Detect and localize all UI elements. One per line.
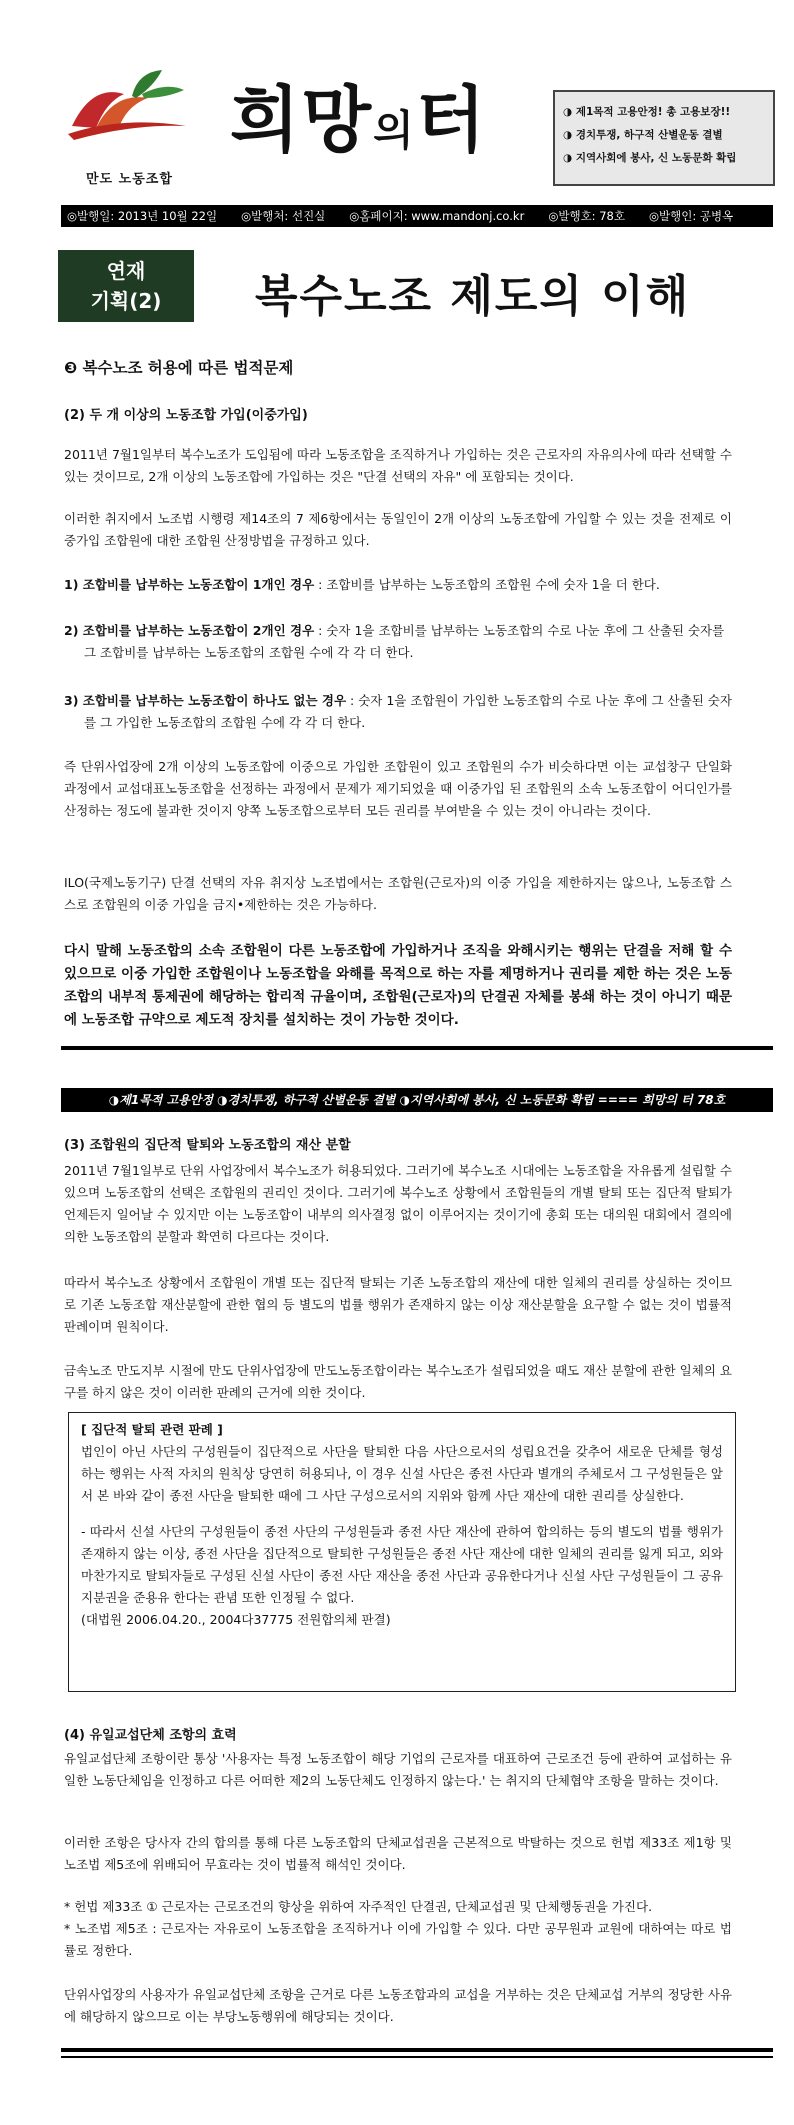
subsection-heading: (3) 조합원의 집단적 탈퇴와 노동조합의 재산 분할: [64, 1138, 351, 1153]
issue-number: ◎발행호: 78호: [548, 209, 625, 223]
slogan-item: ◑ 경치투쟁, 하구적 산별운동 결별: [563, 129, 723, 141]
slogan-band: ◑제1목적 고용안정 ◑경치투쟁, 하구적 산별운동 결별 ◑지역사회에 봉사, 신 노동문화 확립 ==== 희망의 터 78호: [61, 1088, 773, 1112]
emphasis-paragraph: 다시 말해 노동조합의 소속 조합원이 다른 노동조합에 가입하거나 조직을 와해시키는 행위는 단결을 저해 할 수 있으므로 이중 가입한 조합원이나 노동조합을 와해를 목적으로 하는 자를 제명하거나 권리를 제한 하는 것은 노동조합의 내부적 통제권에 해당하는 합리적 규율이며, 조합원(근로자)의 단결권 자체를 봉쇄 하는 것이 아니기 때문에 노동조합 규약으로 제도적 장치를 설치하는 것이 가능한 것이다.: [64, 943, 732, 1028]
case-law-heading: [ 집단적 탈퇴 관련 판례 ]: [81, 1422, 223, 1437]
homepage-link[interactable]: ◎홈페이지: www.mandonj.co.kr: [349, 209, 525, 223]
paragraph: ILO(국제노동기구) 단결 선택의 자유 취지상 노조법에서는 조합원(근로자)의 이중 가입을 제한하지는 않으나, 노동조합 스스로 조합원의 이중 가입을 금지•제한하는 것은 가능하다.: [64, 875, 732, 912]
paragraph: 단위사업장의 사용자가 유일교섭단체 조항을 근거로 다른 노동조합과의 교섭을 거부하는 것은 단체교섭 거부의 정당한 사유에 해당하지 않으므로 이는 부당노동행위에 해당되는 것이다.: [64, 1987, 732, 2024]
case-law-citation: (대법원 2006.04.20., 2004다37775 전원합의체 판결): [81, 1612, 391, 1627]
union-logo: [62, 64, 192, 144]
paragraph: 금속노조 만도지부 시절에 만도 단위사업장에 만도노동조합이라는 복수노조가 설립되었을 때도 재산 분할에 관한 일체의 요구를 하지 않은 것이 이러한 판례의 근거에 의한 것이다.: [64, 1363, 732, 1400]
slogan-box: [553, 90, 775, 186]
case-law-text: - 따라서 신설 사단의 구성원들이 종전 사단의 구성원들과 종전 사단 재산에 관하여 합의하는 등의 별도의 법률 행위가 존재하지 않는 이상, 종전 사단을 집단적으로 탈퇴한 구성원들은 종전 사단 재산에 대한 일체의 권리를 잃게 되고, 외와 마찬가지로 탈퇴자들로 구성된 신설 사단이 종전 사단 재산을 종전 사단과 공유한다거나 신설 사단 구성원들이 그 공유지분권을 준용유 한다는 관념 또한 인정될 수 없다.: [81, 1524, 723, 1605]
publish-date: ◎발행일: 2013년 10월 22일: [67, 209, 218, 223]
case-law-box: [68, 1412, 736, 1692]
paragraph: 이러한 취지에서 노조법 시행령 제14조의 7 제6항에서는 동일인이 2개 이상의 노동조합에 가입할 수 있는 것을 전제로 이중가입 조합원에 대한 조합원 산정방법을 규정하고 있다.: [64, 511, 732, 548]
series-label: 연재 기획(2): [58, 250, 194, 322]
paragraph: 2011년 7월1일부로 단위 사업장에서 복수노조가 허용되었다. 그러기에 복수노조 시대에는 노동조합을 자유롭게 설립할 수 있으며 노동조합의 선택은 조합원의 권리인 것이다. 그러기에 복수노조 상황에서 조합원들의 개별 탈퇴 또는 집단적 탈퇴가 언제든지 일어날 수 있지만 이는 노동조합이 내부의 의사결정 없이 이루어지는 것이기에 총회 또는 대의원 대회에서 결의에 의한 노동조합의 분할과 확연히 다르다는 것이다.: [64, 1163, 732, 1244]
divider: [61, 1046, 773, 1050]
publication-info-bar: [61, 205, 773, 227]
case-law-text: 법인이 아닌 사단의 구성원들이 집단적으로 사단을 탈퇴한 다음 사단으로서의 성립요건을 갖추어 새로운 단체를 형성하는 행위는 사적 자치의 원칙상 당연히 허용되나, 이 경우 신설 사단은 종전 사단과 별개의 주체로서 그 구성원들은 앞서 본 바와 같이 종전 사단을 탈퇴한 때에 그 사단 구성으로서의 지위와 함께 사단 재산에 대한 권리를 상실한다.: [81, 1444, 723, 1503]
footnote: * 노조법 제5조 : 근로자는 자유로이 노동조합을 조직하거나 이에 가입할 수 있다. 다만 공무원과 교원에 대하여는 따로 법률로 정한다.: [64, 1921, 732, 1958]
slogan-item: ◑ 제1목적 고용안정! 총 고용보장!!: [563, 106, 731, 118]
series-title: 복수노조 제도의 이해: [255, 271, 691, 322]
newsletter-title: 희망의터: [230, 77, 488, 162]
section-heading: ❸ 복수노조 허용에 따른 법적문제: [64, 359, 294, 377]
subsection-heading: (2) 두 개 이상의 노동조합 가입(이중가입): [64, 408, 308, 423]
publisher: ◎발행처: 선진실: [241, 209, 326, 223]
paragraph: 이러한 조항은 당사자 간의 합의를 통해 다른 노동조합의 단체교섭권을 근본적으로 박탈하는 것으로 헌법 제33조 제1항 및 노조법 제5조에 위배되어 무효라는 것이 법률적 해석인 것이다.: [64, 1835, 732, 1872]
paragraph: 유일교섭단체 조항이란 통상 '사용자는 특정 노동조합이 해당 기업의 근로자를 대표하여 근로조건 등에 관하여 교섭하는 유일한 노동단체임을 인정하고 다른 어떠한 제2의 노동단체도 인정하지 않는다.' 는 취지의 단체협약 조항을 말하는 것이다.: [64, 1751, 732, 1788]
divider: [61, 2048, 773, 2052]
paragraph: 즉 단위사업장에 2개 이상의 노동조합에 이중으로 가입한 조합원이 있고 조합원의 수가 비슷하다면 이는 교섭창구 단일화 과정에서 교섭대표노동조합을 선정하는 과정에서 문제가 제기되었을 때 이중가입 된 조합원의 소속 노동조합이 어디인가를 산정하는 정도에 불과한 것이지 양쪽 노동조합으로부터 모든 권리를 부여받을 수 있는 것이 아니라는 것이다.: [64, 759, 732, 818]
paragraph: 2011년 7월1일부터 복수노조가 도입됨에 따라 노동조합을 조직하거나 가입하는 것은 근로자의 자유의사에 따라 선택할 수 있는 것이므로, 2개 이상의 노동조합에 가입하는 것은 "단결 선택의 자유" 에 포함되는 것이다.: [64, 447, 732, 484]
numbered-item: 2) 조합비를 납부하는 노동조합이 2개인 경우 : 숫자 1을 조합비를 납부하는 노동조합의 수로 나눈 후에 그 산출된 숫자를 그 조합비를 납부하는 노동조합의 조합원 수에 각 각 더 한다.: [64, 623, 725, 660]
divider: [61, 2056, 773, 2058]
org-name: 만도 노동조합: [86, 172, 173, 187]
paragraph: 따라서 복수노조 상황에서 조합원이 개별 또는 집단적 탈퇴는 기존 노동조합의 재산에 대한 일체의 권리를 상실하는 것이므로 기존 노동조합 재산분할에 관한 협의 등 별도의 법률 행위가 존재하지 않는 이상 재산분할을 요구할 수 없는 것이 법률적 판례이며 원칙이다.: [64, 1275, 732, 1334]
issuer: ◎발행인: 공병옥: [648, 209, 734, 223]
slogan-item: ◑ 지역사회에 봉사, 신 노동문화 확립: [563, 152, 737, 164]
numbered-item: 1) 조합비를 납부하는 노동조합이 1개인 경우 : 조합비를 납부하는 노동조합의 조합원 수에 숫자 1을 더 한다.: [64, 577, 660, 592]
numbered-item: 3) 조합비를 납부하는 노동조합이 하나도 없는 경우 : 숫자 1을 조합원이 가입한 노동조합의 수로 나눈 후에 그 산출된 숫자를 그 가입한 노동조합의 조합원 수에 각 각 더 한다.: [64, 693, 732, 730]
footnote: * 헌법 제33조 ① 근로자는 근로조건의 향상을 위하여 자주적인 단결권, 단체교섭권 및 단체행동권을 가진다.: [64, 1899, 653, 1914]
subsection-heading: (4) 유일교섭단체 조항의 효력: [64, 1728, 237, 1743]
